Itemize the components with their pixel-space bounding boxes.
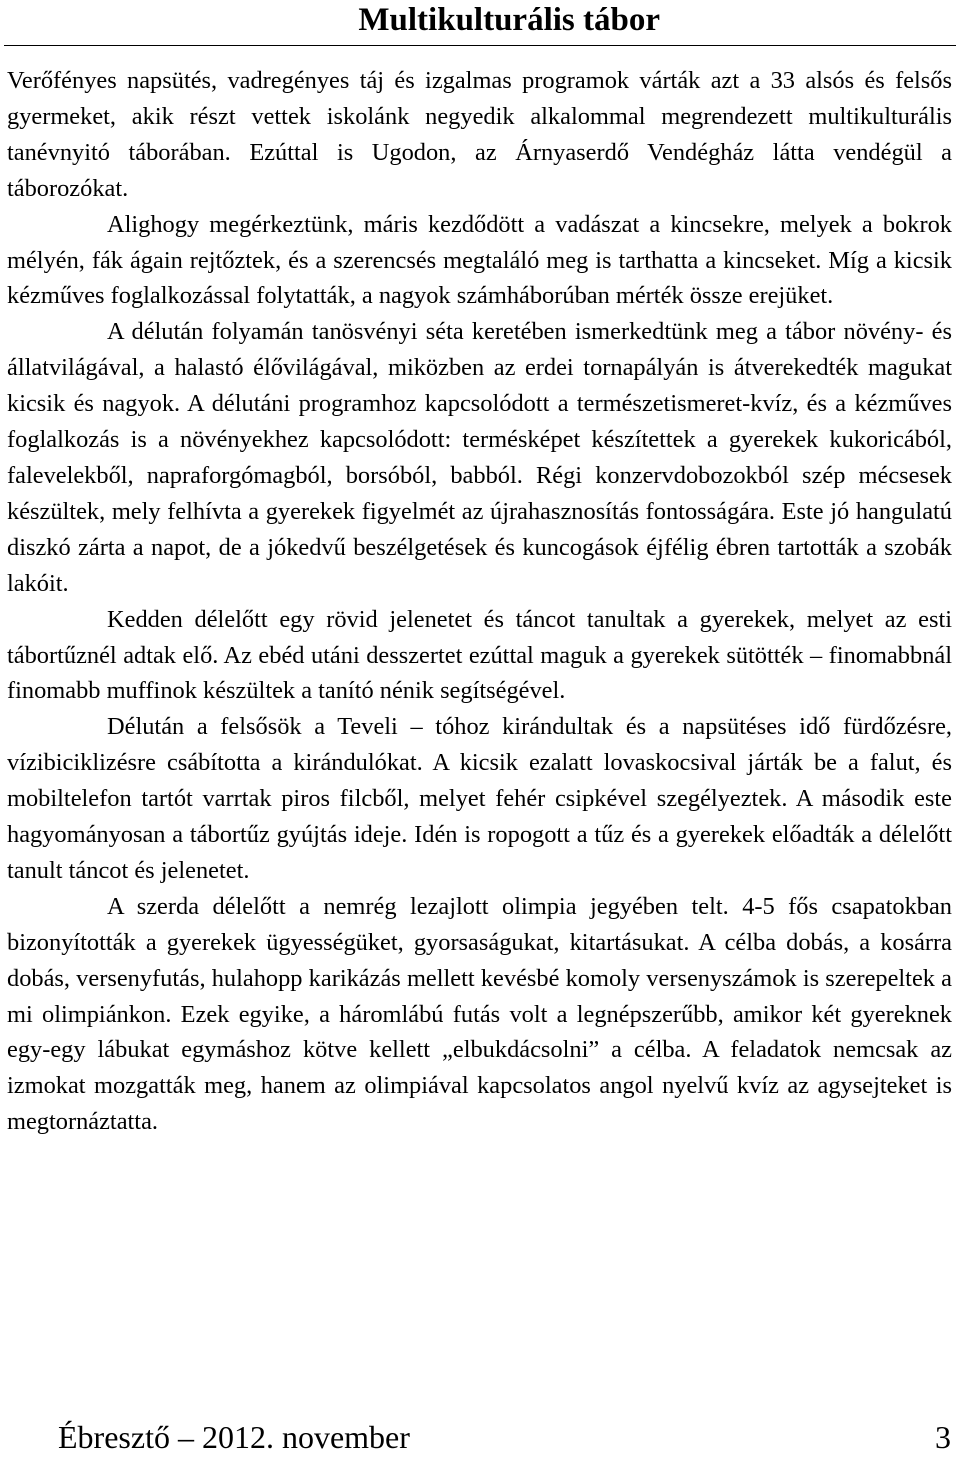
paragraph: Délután a felsősök a Teveli – tóhoz kirándultak és a napsütéses idő fürdőzésre, vízibiciklizésre csábította a kirándulókat. A kicsik ezalatt lovaskocsival járták be a falut, és mobiltelefon tartót varrtak piros filcből, melyet fehér csipkével szegélyeztek. A második este hagyományosan a tábortűz gyújtás ideje. Idén is ropogott a tűz és a gyerekek előadták a délelőtt tanult táncot és jelenetet. (7, 713, 952, 884)
footer-publication: Ébresztő – 2012. november (58, 1419, 410, 1455)
title-divider (4, 45, 956, 46)
article-body (7, 63, 952, 1140)
paragraph: A délután folyamán tanösvényi séta keretében ismerkedtünk meg a tábor növény- és állatvilágával, a halastó élővilágával, miközben az erdei tornapályán is átverekedték magukat kicsik és nagyok. A délutáni programhoz kapcsolódott a természetismeret-kvíz, és a kézműves foglalkozás is a növényekhez kapcsolódott: termésképet készítettek a gyerekek kukoricából, falevelekből, napraforgómagból, borsóból, babból. Régi konzervdobozokból szép mécsesek készültek, mely felhívta a gyerekek figyelmét az újrahasznosítás fontosságára. Este jó hangulatú diszkó zárta a napot, de a jókedvű beszélgetések és kuncogások éjfélig ébren tartották a szobák lakóit. (7, 318, 952, 597)
paragraph: A szerda délelőtt a nemrég lezajlott olimpia jegyében telt. 4-5 fős csapatokban bizonyították a gyerekek ügyességüket, gyorsaságukat, kitartásukat. A célba dobás, a kosárra dobás, versenyfutás, hulahopp karikázás mellett kevésbé komoly versenyszámok is szerepeltek a mi olimpiánkon. Ezek egyike, a háromlábú futás volt a legnépszerűbb, amikor két gyereknek egy-egy lábukat egymáshoz kötve kellett „elbukdácsolni” a célba. A feladatok nemcsak az izmokat mozgatták meg, hanem az olimpiával kapcsolatos angol nyelvű kvíz az agysejteket is megtornáztatta. (7, 892, 952, 1136)
paragraph: Alighogy megérkeztünk, máris kezdődött a vadászat a kincsekre, melyek a bokrok mélyén, fák ágain rejtőztek, és a szerencsés megtaláló meg is tarthatta a kincseket. Míg a kicsik kézműves foglalkozással folytatták, a nagyok számháborúban mérték össze erejüket. (7, 210, 952, 310)
footer-page-number: 3 (935, 1419, 951, 1455)
page-title: Multikulturális tábor (358, 2, 660, 38)
paragraph: Kedden délelőtt egy rövid jelenetet és táncot tanultak a gyerekek, melyet az esti tábortűznél adtak elő. Az ebéd utáni desszertet ezúttal maguk a gyerekek sütötték – finomabbnál finomabb muffinok készültek a tanító nénik segítségével. (7, 605, 952, 705)
paragraph: Verőfényes napsütés, vadregényes táj és izgalmas programok várták azt a 33 alsós és felsős gyermeket, akik részt vettek iskolánk negyedik alkalommal megrendezett multikulturális tanévnyitó táborában. Ezúttal is Ugodon, az Árnyaserdő Vendégház látta vendégül a táborozókat. (7, 67, 952, 202)
